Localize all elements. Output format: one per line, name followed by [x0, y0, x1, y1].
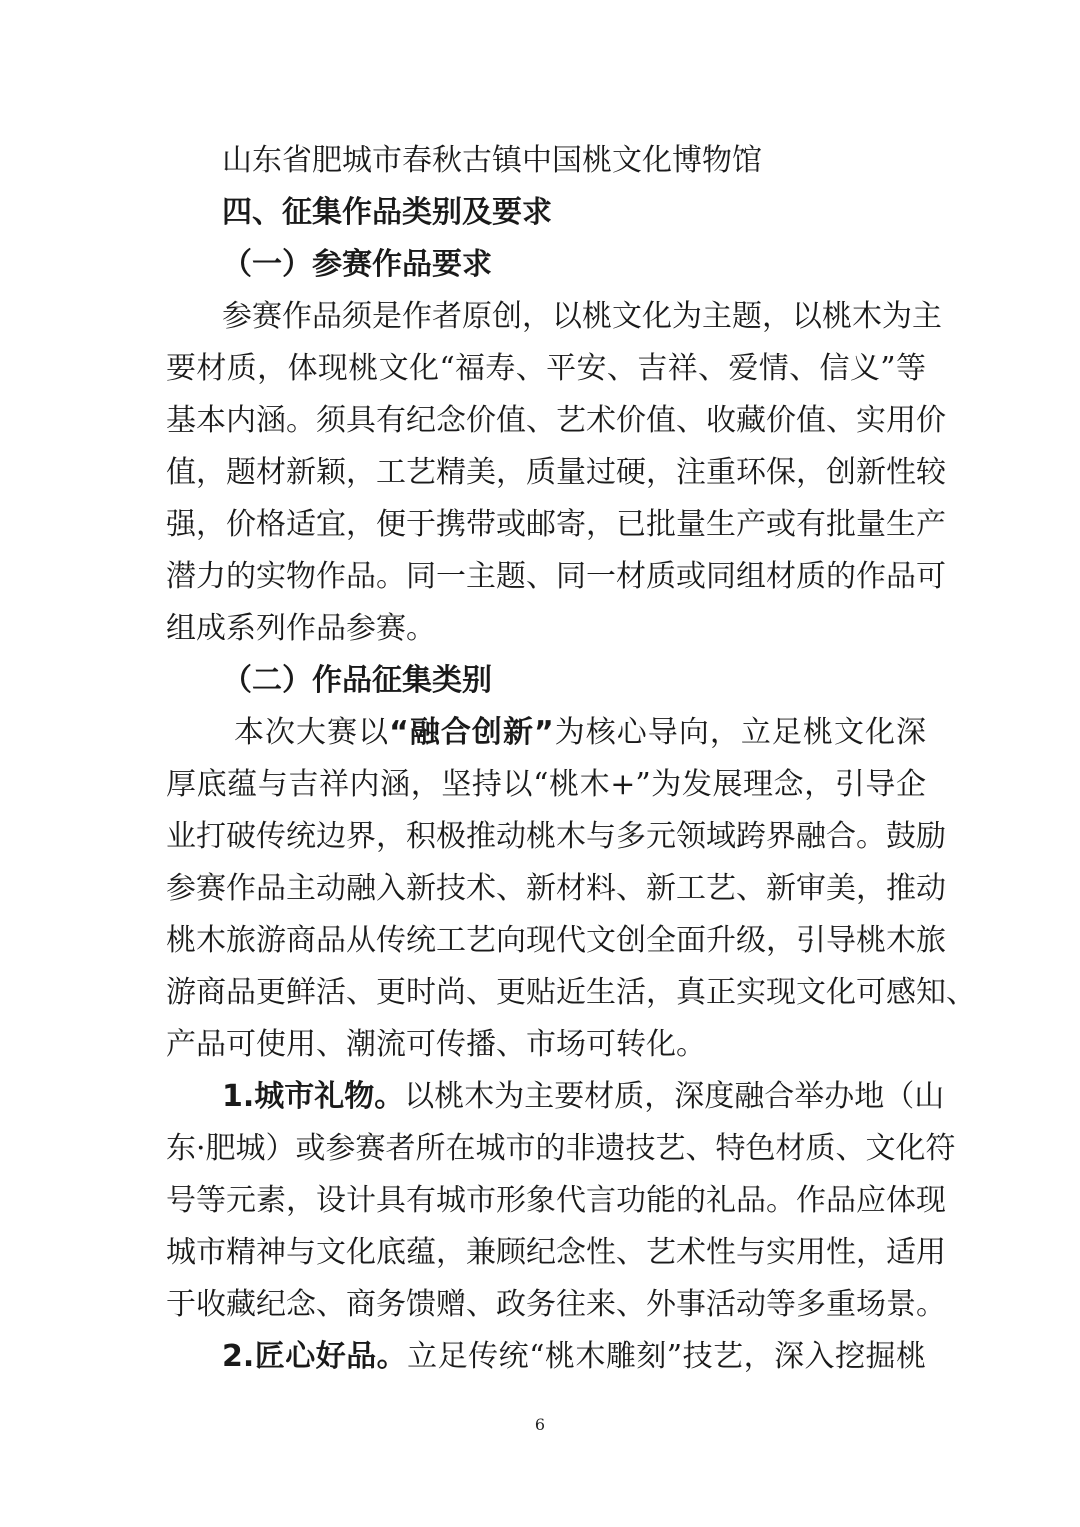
- paragraph-line: 基本内涵。须具有纪念价值、艺术价值、收藏价值、实用价: [166, 403, 946, 438]
- paragraph-line: 产品可使用、潮流可传播、市场可转化。: [166, 1027, 706, 1062]
- paragraph-line: 参赛作品主动融入新技术、新材料、新工艺、新审美，推动: [166, 871, 946, 906]
- paragraph-line: 组成系列作品参赛。: [166, 611, 436, 646]
- emphasis-text: “融合创新”: [389, 715, 554, 750]
- item-2-line: [222, 1331, 926, 1383]
- paragraph-line: 潜力的实物作品。同一主题、同一材质或同组材质的作品可: [166, 559, 946, 594]
- section-4-title: 四、征集作品类别及要求: [222, 195, 552, 230]
- subsection-2-title: （二）作品征集类别: [222, 663, 492, 698]
- paragraph-line: 号等元素，设计具有城市形象代言功能的礼品。作品应体现: [166, 1183, 946, 1218]
- paragraph-line: 桃木旅游商品从传统工艺向现代文创全面升级，引导桃木旅: [166, 923, 946, 958]
- paragraph-line: 于收藏纪念、商务馈赠、政务往来、外事活动等多重场景。: [166, 1287, 946, 1322]
- paragraph-line: 业打破传统边界，积极推动桃木与多元领域跨界融合。鼓励: [166, 819, 946, 854]
- text-span: 本次大赛以: [234, 715, 390, 750]
- text-span: 立足传统“桃木雕刻”技艺，深入挖掘桃: [407, 1339, 926, 1374]
- subsection-1-title: （一）参赛作品要求: [222, 247, 492, 282]
- text-span: 为核心导向，立足桃文化深: [553, 715, 927, 750]
- paragraph-line: 东·肥城）或参赛者所在城市的非遗技艺、特色材质、文化符: [166, 1131, 956, 1166]
- address-line: 山东省肥城市春秋古镇中国桃文化博物馆: [222, 143, 762, 178]
- page-number: 6: [534, 1415, 546, 1434]
- paragraph-line: 参赛作品须是作者原创，以桃文化为主题，以桃木为主: [222, 299, 942, 334]
- item-1-title: 1.城市礼物。: [222, 1079, 405, 1114]
- item-2-title: 2.匠心好品。: [222, 1339, 408, 1374]
- paragraph-line: 城市精神与文化底蕴，兼顾纪念性、艺术性与实用性，适用: [166, 1235, 946, 1270]
- paragraph-line: 游商品更鲜活、更时尚、更贴近生活，真正实现文化可感知、: [166, 975, 976, 1010]
- text-span: 以桃木为主要材质，深度融合举办地（山: [404, 1079, 945, 1114]
- paragraph-line: 厚底蕴与吉祥内涵，坚持以“桃木+”为发展理念，引导企: [166, 767, 926, 802]
- item-1-line: [222, 1071, 945, 1123]
- paragraph-line: 强，价格适宜，便于携带或邮寄，已批量生产或有批量生产: [166, 507, 946, 542]
- paragraph-line: [234, 707, 926, 759]
- paragraph-line: 要材质，体现桃文化“福寿、平安、吉祥、爱情、信义”等: [166, 351, 926, 386]
- paragraph-line: 值，题材新颖，工艺精美，质量过硬，注重环保，创新性较: [166, 455, 946, 490]
